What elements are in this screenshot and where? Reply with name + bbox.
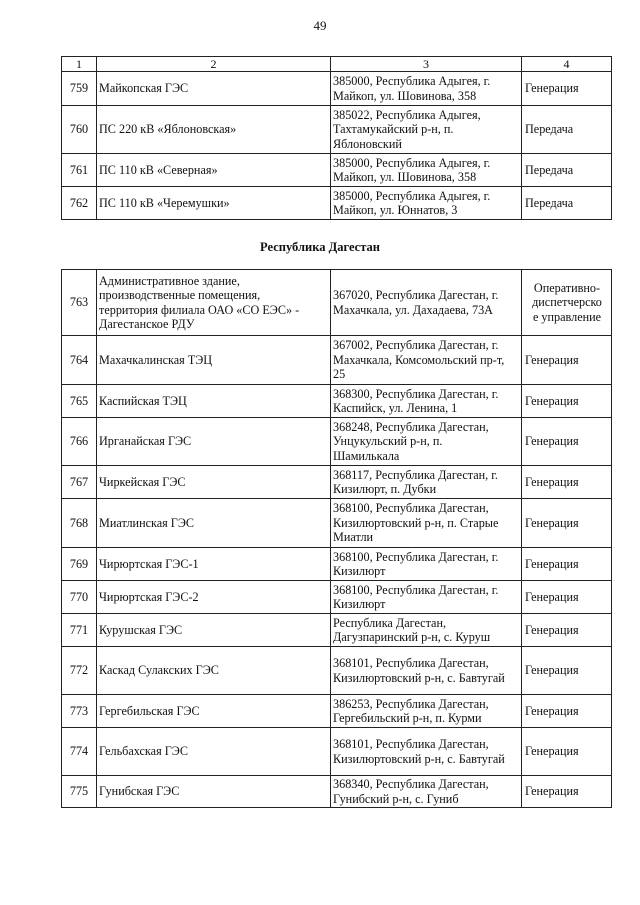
object-name-line: ПС 220 кВ «Яблоновская» <box>99 122 237 137</box>
table-row <box>62 336 612 385</box>
object-name-line: Чиркейская ГЭС <box>99 474 186 489</box>
address-line: Кизилюртовский р-н, с. Бавтугай <box>333 751 505 766</box>
object-name-cell <box>97 548 331 581</box>
object-name-line: Чирюртская ГЭС-1 <box>99 556 199 571</box>
object-name-cell <box>97 776 331 808</box>
row-number: 769 <box>62 548 97 581</box>
object-name-line: Ирганайская ГЭС <box>99 434 192 449</box>
object-name-cell <box>97 154 331 187</box>
activity-type-cell <box>522 154 612 187</box>
activity-type-line: е управление <box>532 309 602 324</box>
activity-type-line: Генерация <box>525 663 579 678</box>
activity-type-line: Генерация <box>525 784 579 799</box>
address-line: Кизилюрт, п. Дубки <box>333 482 437 496</box>
header-col-4: 4 <box>522 57 612 72</box>
activity-type-cell <box>522 418 612 466</box>
activity-type-line: Генерация <box>525 352 579 367</box>
table-row <box>62 106 612 154</box>
address-line: 386253, Республика Дагестан, <box>333 696 489 711</box>
activity-type-cell <box>522 581 612 614</box>
activity-type-line: Генерация <box>525 703 579 718</box>
activity-type-cell <box>522 385 612 418</box>
address-line: 385000, Республика Адыгея, г. <box>333 155 491 170</box>
address-line: Кизилюртовский р-н, с. Бавтугай <box>333 670 505 685</box>
object-name-cell <box>97 614 331 647</box>
table-row <box>62 695 612 728</box>
address-line: Унцукульский р-н, п. <box>333 434 443 449</box>
address-line: Майкоп, ул. Юннатов, 3 <box>333 203 458 217</box>
activity-type-line: Генерация <box>525 589 579 604</box>
object-name-cell <box>97 270 331 336</box>
address-line: 368100, Республика Дагестан, <box>333 501 489 516</box>
table-row <box>62 187 612 220</box>
address-line: Дагузпаринский р-н, с. Куруш <box>333 630 491 644</box>
address-cell <box>331 499 522 548</box>
address-line: 367020, Республика Дагестан, г. <box>333 288 499 302</box>
row-number: 763 <box>62 270 97 336</box>
address-line: 368100, Республика Дагестан, г. <box>333 549 499 564</box>
activity-type-line: Передача <box>525 195 574 210</box>
address-cell <box>331 187 522 220</box>
activity-type-cell <box>522 499 612 548</box>
object-name-line: Каскад Сулакских ГЭС <box>99 663 219 678</box>
row-number: 760 <box>62 106 97 154</box>
address-line: Кизилюрт <box>333 597 386 611</box>
activity-type-cell <box>522 336 612 385</box>
page-number: 49 <box>313 18 327 33</box>
activity-type-cell <box>522 695 612 728</box>
object-name-cell <box>97 695 331 728</box>
address-cell <box>331 728 522 776</box>
address-line: 385022, Республика Адыгея, <box>333 107 481 122</box>
address-line: Майкоп, ул. Шовинова, 358 <box>333 88 477 103</box>
activity-type-line: Генерация <box>525 515 579 530</box>
object-name-cell <box>97 385 331 418</box>
activity-type-cell <box>522 614 612 647</box>
address-cell <box>331 106 522 154</box>
object-name-line: Махачкалинская ТЭЦ <box>99 352 213 367</box>
table-row <box>62 499 612 548</box>
object-name-line: Майкопская ГЭС <box>99 81 189 96</box>
row-number: 762 <box>62 187 97 220</box>
activity-type-line: Генерация <box>525 434 579 449</box>
row-number: 770 <box>62 581 97 614</box>
activity-type-cell <box>522 106 612 154</box>
object-name-line: Дагестанское РДУ <box>99 317 195 331</box>
object-name-line: ПС 110 кВ «Черемушки» <box>99 195 230 210</box>
table-row <box>62 581 612 614</box>
address-line: Шамилькала <box>333 448 400 463</box>
object-name-line: Гельбахская ГЭС <box>99 744 188 759</box>
row-number: 768 <box>62 499 97 548</box>
address-line: Тахтамукайский р-н, п. <box>333 122 454 137</box>
address-line: Махачкала, Комсомольский пр-т, <box>333 352 505 367</box>
activity-type-line: Оперативно- <box>533 280 601 295</box>
object-name-cell <box>97 647 331 695</box>
object-name-cell <box>97 72 331 106</box>
address-line: Махачкала, ул. Дахадаева, 73А <box>333 302 493 317</box>
row-number: 759 <box>62 72 97 106</box>
header-col-2: 2 <box>97 57 331 72</box>
address-cell <box>331 270 522 336</box>
row-number: 761 <box>62 154 97 187</box>
header-col-3: 3 <box>331 57 522 72</box>
object-name-line: Чирюртская ГЭС-2 <box>99 589 199 604</box>
region-title: Республика Дагестан <box>260 240 380 254</box>
address-cell <box>331 418 522 466</box>
activity-type-cell <box>522 728 612 776</box>
address-cell <box>331 776 522 808</box>
address-line: Республика Дагестан, <box>333 615 447 630</box>
object-name-line: Гергебильская ГЭС <box>99 703 200 718</box>
activity-type-line: Передача <box>525 162 574 177</box>
address-cell <box>331 154 522 187</box>
address-line: 368300, Республика Дагестан, г. <box>333 386 499 401</box>
table-adygea <box>61 56 612 220</box>
row-number: 771 <box>62 614 97 647</box>
object-name-cell <box>97 581 331 614</box>
row-number: 773 <box>62 695 97 728</box>
object-name-line: Каспийская ТЭЦ <box>99 393 187 408</box>
table-row <box>62 776 612 808</box>
address-line: 368100, Республика Дагестан, г. <box>333 582 499 597</box>
address-cell <box>331 72 522 106</box>
address-line: Каспийск, ул. Ленина, 1 <box>333 401 458 415</box>
activity-type-line: Генерация <box>525 474 579 489</box>
address-cell <box>331 647 522 695</box>
activity-type-cell <box>522 647 612 695</box>
object-name-line: ПС 110 кВ «Северная» <box>99 162 218 177</box>
address-cell <box>331 695 522 728</box>
table-row <box>62 72 612 106</box>
address-line: 368101, Республика Дагестан, <box>333 656 489 670</box>
address-line: 385000, Республика Адыгея, г. <box>333 74 491 88</box>
address-line: Кизилюрт <box>333 564 386 578</box>
row-number: 764 <box>62 336 97 385</box>
address-cell <box>331 466 522 499</box>
activity-type-cell <box>522 776 612 808</box>
object-name-cell <box>97 728 331 776</box>
table-row <box>62 466 612 499</box>
activity-type-cell <box>522 72 612 106</box>
activity-type-line: Генерация <box>525 556 579 571</box>
object-name-line: Гунибская ГЭС <box>99 784 180 799</box>
row-number: 766 <box>62 418 97 466</box>
object-name-line: Административное здание, <box>99 273 240 288</box>
table-row <box>62 270 612 336</box>
table-dagestan <box>61 269 612 808</box>
row-number: 767 <box>62 466 97 499</box>
activity-type-line: Генерация <box>525 622 579 637</box>
address-line: 368117, Республика Дагестан, г. <box>333 467 498 482</box>
address-cell <box>331 336 522 385</box>
address-line: Миатли <box>333 530 374 545</box>
object-name-line: производственные помещения, <box>99 288 261 302</box>
activity-type-cell <box>522 187 612 220</box>
address-cell <box>331 614 522 647</box>
activity-type-line: Генерация <box>525 744 579 759</box>
row-number: 765 <box>62 385 97 418</box>
address-line: 368101, Республика Дагестан, <box>333 737 489 751</box>
object-name-cell <box>97 418 331 466</box>
address-line: Кизилюртовский р-н, п. Старые <box>333 515 499 530</box>
row-number: 775 <box>62 776 97 808</box>
table-row <box>62 728 612 776</box>
activity-type-line: диспетчерско <box>532 295 602 310</box>
address-line: Гунибский р-н, с. Гуниб <box>333 791 459 806</box>
object-name-cell <box>97 106 331 154</box>
object-name-line: территория филиала ОАО «СО ЕЭС» - <box>99 302 300 317</box>
object-name-cell <box>97 466 331 499</box>
address-line: Яблоновский <box>333 136 402 151</box>
object-name-cell <box>97 187 331 220</box>
activity-type-cell <box>522 548 612 581</box>
address-line: 367002, Республика Дагестан, г. <box>333 338 499 353</box>
table-row <box>62 385 612 418</box>
object-name-line: Миатлинская ГЭС <box>99 515 195 530</box>
row-number: 772 <box>62 647 97 695</box>
activity-type-line: Генерация <box>525 81 579 96</box>
address-cell <box>331 548 522 581</box>
table-row <box>62 418 612 466</box>
address-line: Майкоп, ул. Шовинова, 358 <box>333 170 477 184</box>
header-col-1: 1 <box>62 57 97 72</box>
table-header-row <box>62 57 612 72</box>
activity-type-cell <box>522 270 612 336</box>
table-row <box>62 614 612 647</box>
address-line: 368340, Республика Дагестан, <box>333 777 489 791</box>
activity-type-line: Генерация <box>525 393 579 408</box>
address-line: Гергебильский р-н, п. Курми <box>333 711 482 725</box>
row-number: 774 <box>62 728 97 776</box>
address-line: 385000, Республика Адыгея, г. <box>333 188 491 203</box>
table-row <box>62 647 612 695</box>
activity-type-line: Передача <box>525 122 574 137</box>
address-cell <box>331 581 522 614</box>
object-name-cell <box>97 499 331 548</box>
address-cell <box>331 385 522 418</box>
table-row <box>62 548 612 581</box>
object-name-cell <box>97 336 331 385</box>
address-line: 25 <box>333 367 346 382</box>
address-line: 368248, Республика Дагестан, <box>333 419 489 434</box>
object-name-line: Курушская ГЭС <box>99 622 183 637</box>
table-row <box>62 154 612 187</box>
activity-type-cell <box>522 466 612 499</box>
